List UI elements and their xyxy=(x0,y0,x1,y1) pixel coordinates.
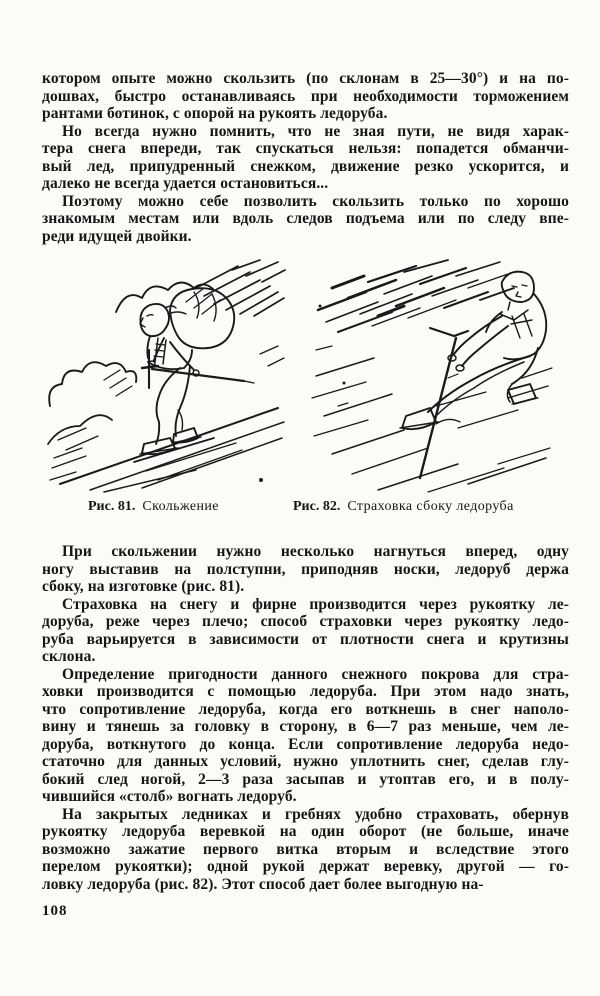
slope-lines xyxy=(312,346,552,492)
text-line: ловку ледоруба (рис. 82). Этот способ дает более выгодную на- xyxy=(42,875,484,893)
figure-82-illustration xyxy=(308,258,553,495)
paragraph xyxy=(42,123,569,193)
paragraph xyxy=(42,193,569,246)
text-line: Определение пригодности данного снежного покрова для стра- xyxy=(62,665,569,683)
paragraph xyxy=(42,70,569,123)
text-line: дошвах, быстро останавливаясь при необходимости торможением xyxy=(42,87,569,105)
text-line: склона. xyxy=(42,648,96,665)
text-line: рантами ботинок, с опорой на рукоять ледоруба. xyxy=(42,105,388,122)
text-line: возможно зажатие первого витка вторым и вследствие этого xyxy=(42,840,569,858)
page-number: 108 xyxy=(42,903,68,919)
climber-glissading xyxy=(140,288,254,454)
climber-belaying xyxy=(400,271,546,478)
text-line: ногу выставив на полступни, приподняв носки, ледоруб держа xyxy=(42,560,569,578)
text-line: тера снега впереди, так спускаться нельзя: попадется обманчи- xyxy=(42,140,569,157)
text-line: Поэтому можно себе позволить скользить только по хорошо xyxy=(62,192,569,210)
bottom-text-block xyxy=(42,543,569,893)
paragraph xyxy=(42,543,569,596)
ink-speck xyxy=(259,478,263,482)
paragraph xyxy=(42,596,569,666)
text-line: вину и тянешь за головку в сторону, в 6—7 раз меньше, чем ле- xyxy=(42,718,569,735)
figure-81-caption-label: Рис. 81. xyxy=(88,499,136,514)
ice-axe-pick xyxy=(430,328,454,336)
text-line: Страховка на снегу и фирне производится через рукоятку ле- xyxy=(62,595,569,613)
text-line: руба варьируется в зависимости от плотности снега и крутизны xyxy=(42,630,569,648)
text-line: знакомым местам или вдоль следов подъема или по следу впе- xyxy=(42,210,569,227)
figure-82-caption-text: Страховка сбоку ледоруба xyxy=(347,499,514,514)
figure-82-caption-label: Рис. 82. xyxy=(293,499,341,514)
figure-82 xyxy=(308,258,553,495)
paragraph xyxy=(42,666,569,806)
text-line: На закрытых ледниках и гребнях удобно страховать, обернув xyxy=(62,805,569,823)
text-line: При скольжении нужно несколько нагнуться вперед, одну xyxy=(62,543,569,560)
ice-axe-shaft xyxy=(420,338,456,478)
text-line: вый лед, припудренный снежком, движение резко ускорится, и xyxy=(42,157,569,175)
paragraph xyxy=(42,806,569,894)
figure-81 xyxy=(46,258,286,493)
text-line: что сопротивление ледоруба, когда его воткнешь в снег наполо- xyxy=(42,700,569,718)
figure-81-caption-text: Скольжение xyxy=(142,499,219,514)
text-line: далеко не всегда удается остановиться... xyxy=(42,175,329,192)
figure-82-caption xyxy=(293,499,514,515)
text-line: ховки производится с помощью ледоруба. При этом надо знать, xyxy=(42,683,569,700)
figure-81-illustration xyxy=(46,258,286,493)
text-line: реди идущей двойки. xyxy=(42,227,192,245)
text-line: статочно для данных условий, нужно уплотнить снег, сделав глу- xyxy=(42,753,569,770)
ink-speck xyxy=(343,382,346,385)
top-text-block xyxy=(42,70,569,245)
text-line: сбоку, на изготовке (рис. 81). xyxy=(42,578,245,595)
text-line: Но всегда нужно помнить, что не зная пути, не видя харак- xyxy=(62,122,569,140)
text-line: перелом рукоятки); одной рукой держат веревку, другой — го- xyxy=(42,858,569,875)
text-line: рукоятку ледоруба веревкой на один оборот (не больше, иначе xyxy=(42,823,569,840)
dense-slope-hatching xyxy=(318,260,514,332)
text-line: доруба, реже через плечо; способ страховки через рукоятку ледо- xyxy=(42,613,569,630)
slope-hatching xyxy=(196,260,285,366)
text-line: бокий след ногой, 2—3 раза засыпав и утоптав его, и в полу- xyxy=(42,770,569,788)
text-line: котором опыте можно скользить (по склонам в 25—30°) и на по- xyxy=(42,70,569,87)
text-line: чившийся «столб» вогнать ледоруб. xyxy=(42,788,297,805)
figure-81-caption xyxy=(88,499,219,515)
ink-speck xyxy=(319,305,322,308)
text-line: доруба, воткнутого до конца. Если сопротивление ледоруба недо- xyxy=(42,735,569,753)
